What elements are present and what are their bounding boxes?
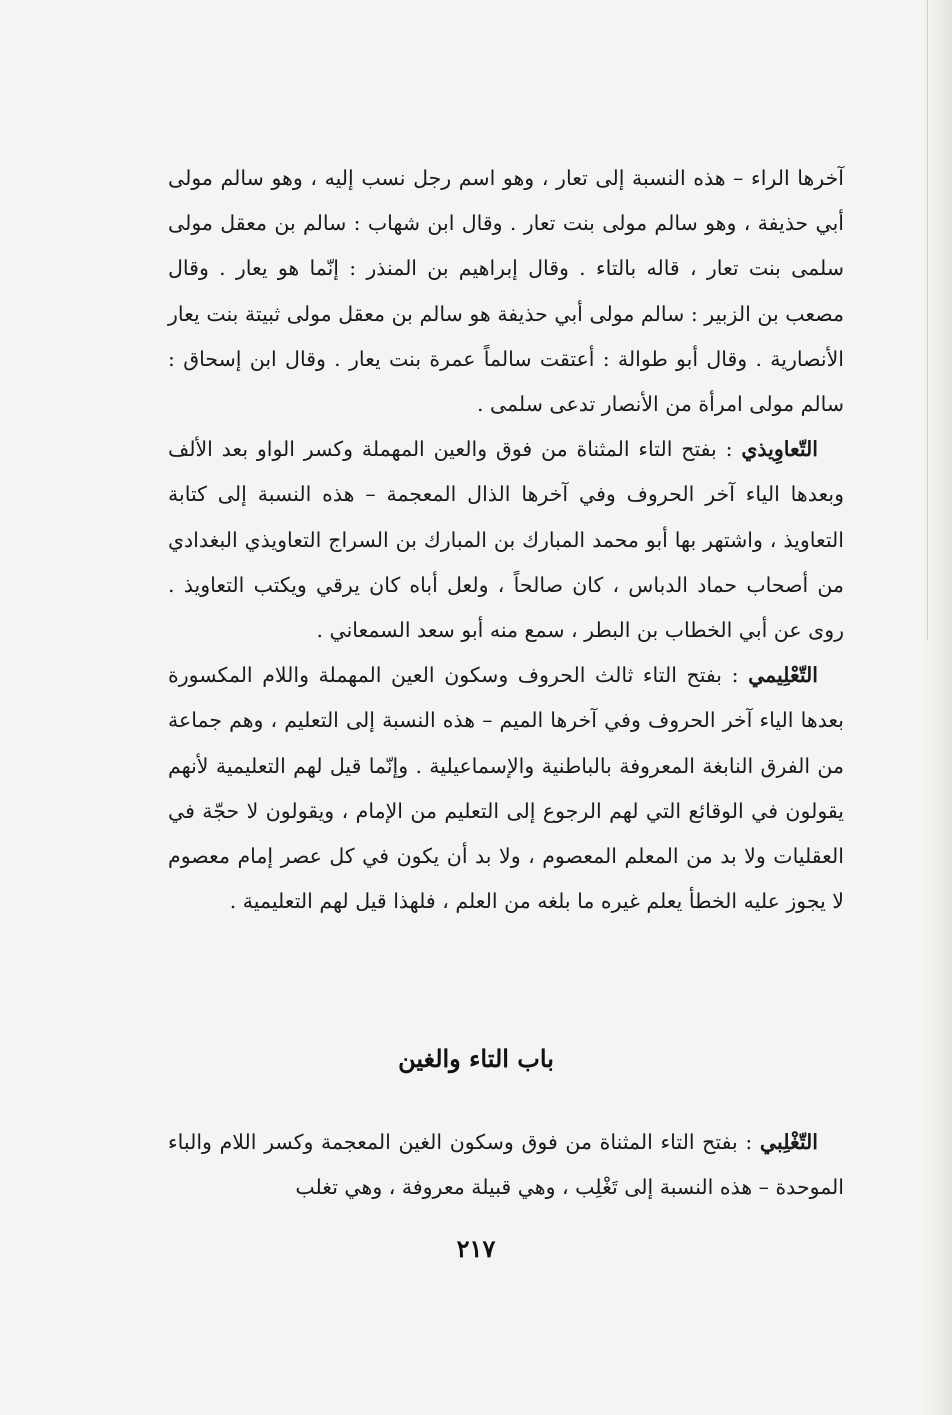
entry-headword: التّعاوِيذي: [741, 437, 818, 462]
entry-headword: التّعْلِيمي: [748, 663, 818, 688]
entry-paragraph-taawidhi: [168, 427, 844, 653]
page-number: ٢١٧: [456, 1234, 496, 1263]
section-heading: باب التاء والغين: [398, 1044, 554, 1073]
entry-headword: التّغْلِبي: [759, 1130, 818, 1154]
main-text-block: [168, 156, 844, 924]
entry-text: : بفتح التاء ثالث الحروف وسكون العين المهملة واللام المكسورة بعدها الياء آخر الحروف وفي آخرها الميم – هذه النسبة إلى التعليم ، وهم جماعة من الفرق النابغة المعروفة بالباطنية والإسماعيلية . وإنّما قيل لهم التعليمية لأنهم يقولون في الوقائع التي لهم الرجوع إلى التعليم من الإمام ، ويقولون لا حجّة في العقليات ولا بد من المعلم المعصوم ، ولا بد أن يكون في كل عصر إمام معصوم لا يجوز عليه الخطأ يعلم غيره ما بلغه من العلم ، فلهذا قيل لهم التعليمية .: [168, 663, 844, 914]
entry-text: : بفتح التاء المثناة من فوق وسكون الغين المعجمة وكسر اللام والباء الموحدة – هذه النسبة إلى تَغْلِب ، وهي قبيلة معروفة ، وهي تغلب: [168, 1130, 844, 1200]
entry-paragraph-taalimi: [168, 653, 844, 924]
entry-text: : بفتح التاء المثناة من فوق والعين المهملة وكسر الواو بعد الألف وبعدها الياء آخر الحروف وفي آخرها الذال المعجمة – هذه النسبة إلى كتابة التعاويذ ، واشتهر بها أبو محمد المبارك بن المبارك بن السراج التعاويذي البغدادي من أصحاب حماد الدباس ، كان صالحاً ، ولعل أباه كان يرقي ويكتب التعاويذ . روى عن أبي الخطاب بن البطر ، سمع منه أبو سعد السمعاني .: [168, 437, 844, 643]
section-text-block: [168, 1120, 844, 1210]
continuation-paragraph: آخرها الراء – هذه النسبة إلى تعار ، وهو اسم رجل نسب إليه ، وهو سالم مولى أبي حذيفة ، وهو سالم مولى بنت تعار . وقال ابن شهاب : سالم بن معقل مولى سلمى بنت تعار ، قاله بالتاء . وقال إبراهيم بن المنذر : إنّما هو يعار . وقال مصعب بن الزبير : سالم مولى أبي حذيفة هو سالم بن معقل مولى ثبيتة بنت يعار الأنصارية . وقال أبو طوالة : أعتقت سالماً عمرة بنت يعار . وقال ابن إسحاق : سالم مولى امرأة من الأنصار تدعى سلمى .: [168, 166, 844, 417]
entry-paragraph-taghlibi: [168, 1120, 844, 1210]
page-edge-line: [927, 0, 928, 640]
